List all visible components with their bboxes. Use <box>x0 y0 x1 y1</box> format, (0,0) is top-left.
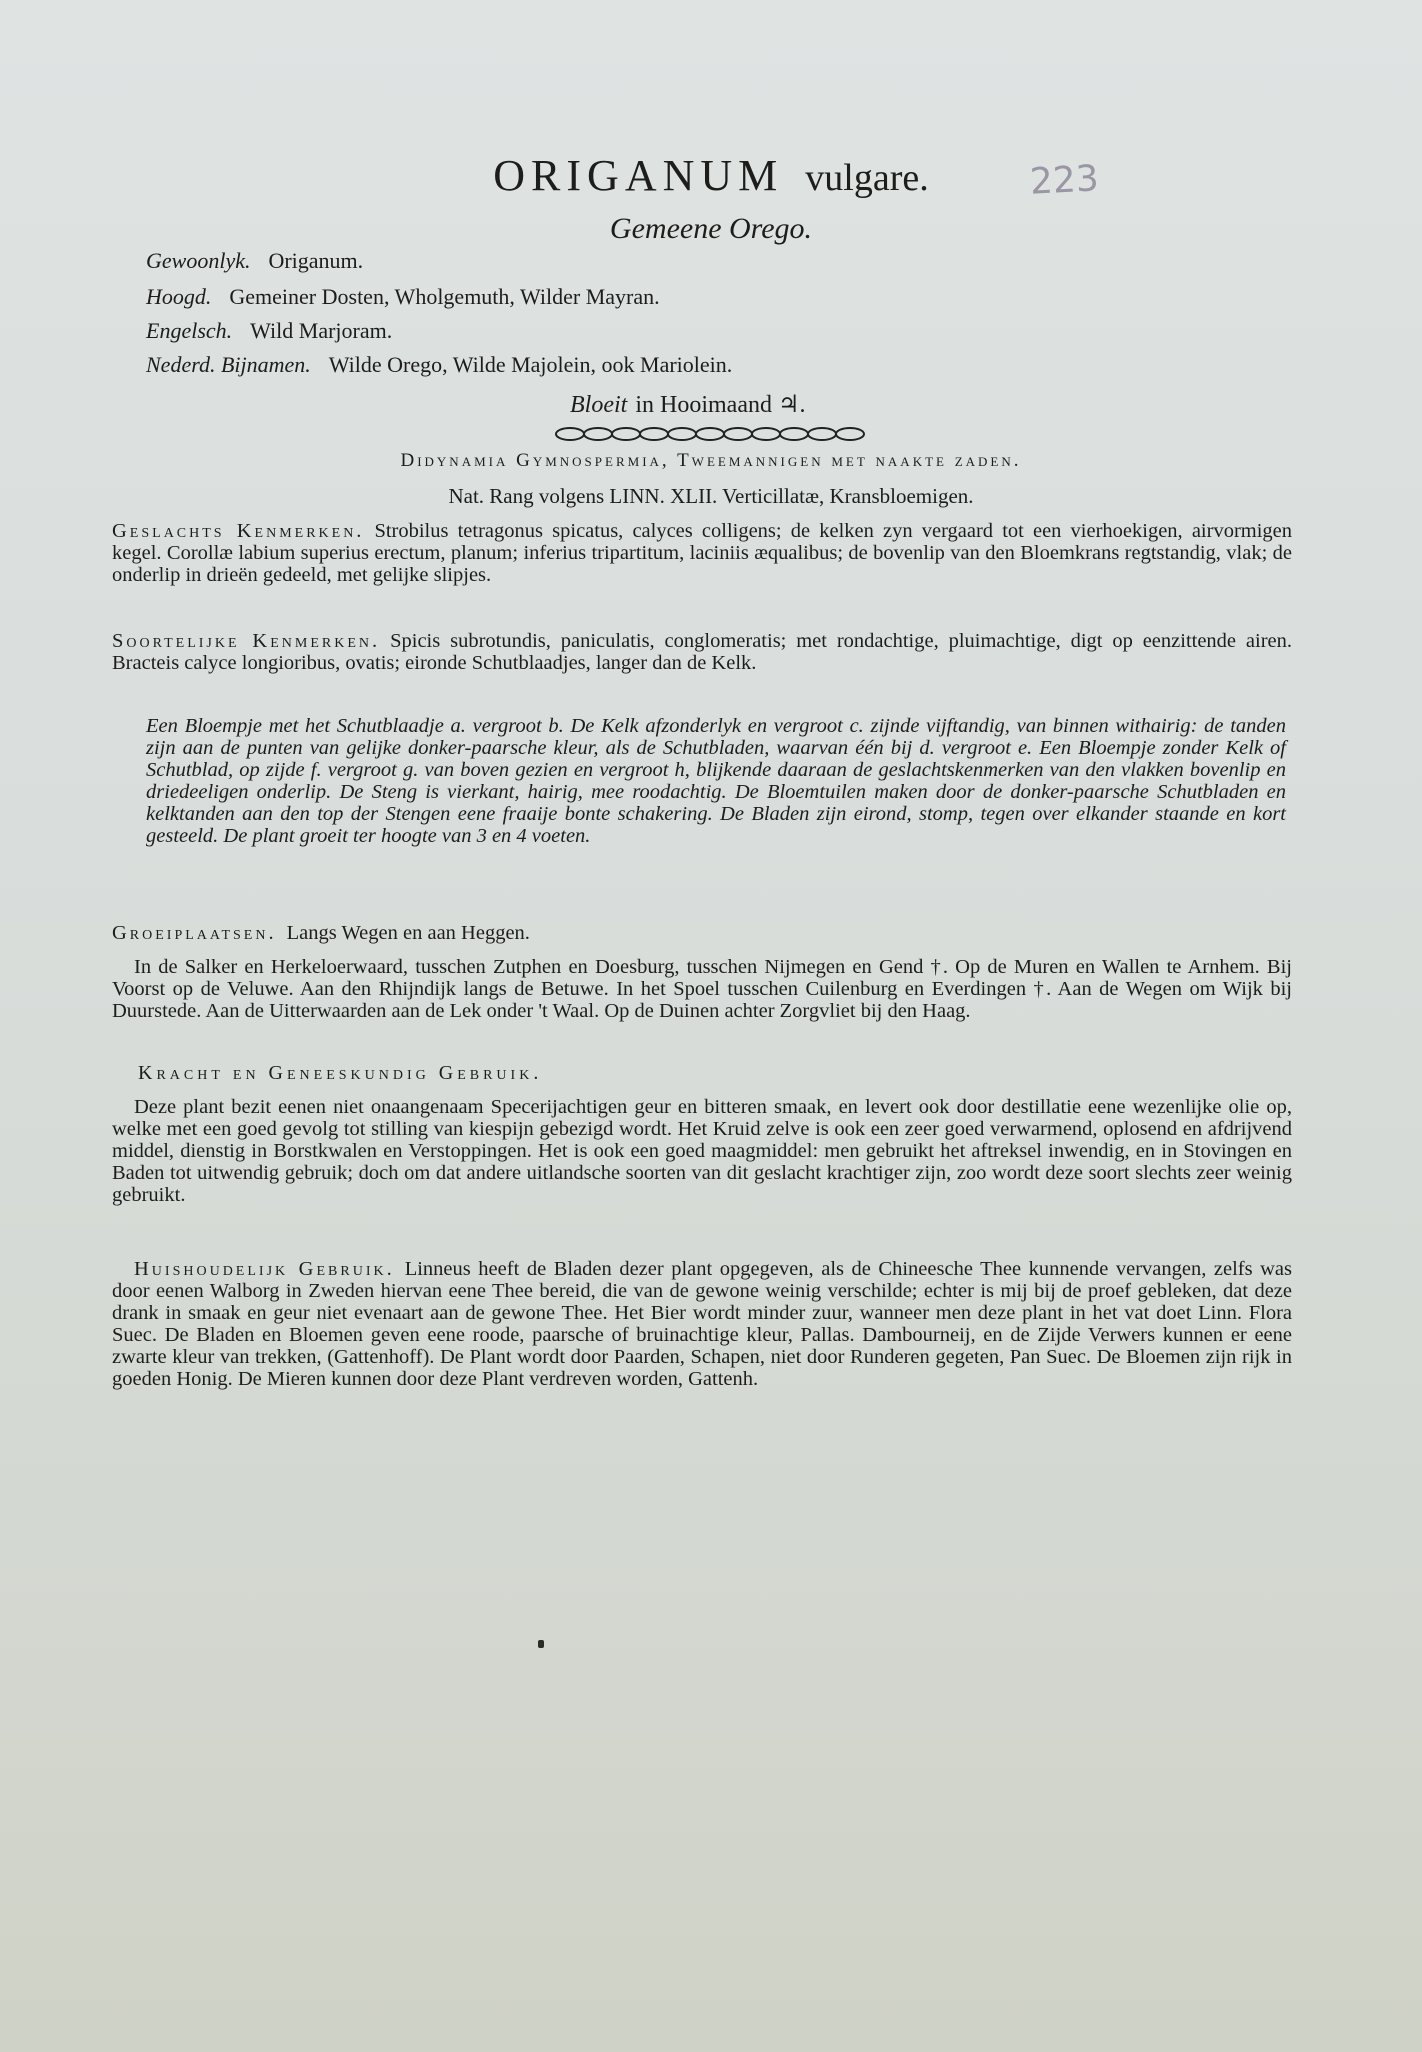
section-label: Huishoudelijk Gebruik. <box>134 1258 395 1280</box>
household-use <box>112 1258 1292 1390</box>
habitat-section <box>112 922 1292 944</box>
synonym-text: Wild Marjoram. <box>250 318 393 343</box>
synonym-label: Nederd. Bijnamen. <box>146 352 311 377</box>
synonym-label: Gewoonlyk. <box>146 248 251 273</box>
synonym-line <box>146 318 392 344</box>
synonym-text: Gemeiner Dosten, Wholgemuth, Wilder Mayran. <box>229 284 660 309</box>
synonym-line <box>146 248 363 274</box>
synonym-text: Origanum. <box>268 248 364 273</box>
synonym-label: Engelsch. <box>146 318 233 343</box>
dutch-name: Gemeene Orego. <box>609 212 813 245</box>
genus-characteristics <box>112 520 1292 586</box>
section-text: Spicis subrotundis, paniculatis, conglomeratis; met rondachtige, pluimachtige, digt op eenzittende airen. Bracteis calyce longioribus, ovatis; eironde Schutblaadjes, langer dan de Kelk. <box>112 630 1292 674</box>
species-characteristics <box>112 630 1292 674</box>
section-label: Groeiplaatsen. <box>112 922 277 944</box>
synonym-line <box>146 284 660 310</box>
classification-line: Didynamia Gymnospermia, Tweemannigen met naakte zaden. <box>400 450 1022 471</box>
flowering-label: Bloeit <box>570 392 628 418</box>
section-text: Langs Wegen en aan Heggen. <box>286 922 530 944</box>
synonym-line <box>146 352 732 378</box>
ornament-divider <box>552 422 882 446</box>
genus-name: ORIGANUM <box>493 151 784 200</box>
flowering-text: in Hooimaand ♃. <box>635 392 806 418</box>
synonym-label: Hoogd. <box>146 284 212 309</box>
habitat-locations: In de Salker en Herkeloerwaard, tusschen Zutphen en Doesburg, tusschen Nijmegen en Gend †. Op de Muren en Wallen te Arnhem. Bij Voorst op de Veluwe. Aan den Rhijndijk langs de Betuwe. In het Spoel tusschen Cuilenburg en Everdingen †. Aan de Wegen om Wijk bij Duurstede. Aan de Uitterwaarden aan de Lek onder 't Waal. Op de Duinen achter Zorgvliet bij den Haag. <box>112 956 1292 1022</box>
flowering-line <box>570 390 805 419</box>
section-label: Soortelijke Kenmerken. <box>112 630 381 652</box>
section-label: Geslachts Kenmerken. <box>112 520 365 542</box>
ink-speck <box>538 1640 544 1648</box>
handwritten-number: 223 <box>1028 158 1100 203</box>
medicinal-heading: Kracht en Geneeskundig Gebruik. <box>138 1062 543 1084</box>
natural-rank: Nat. Rang volgens LINN. XLII. Verticillatæ, Kransbloemigen. <box>448 484 974 508</box>
medicinal-text: Deze plant bezit eenen niet onaangenaam Specerijachtigen geur en bitteren smaak, en levert ook door destillatie eene wezenlijke olie op, welke met een goed gevolg tot stilling van kiespijn gebezigd wordt. Het Kruid zelve is ook een zeer goed verwarmend, oplosend en afdrijvend middel, dienstig in Borstkwalen en Verstoppingen. Het is ook een goed maagmiddel: men gebruikt het aftreksel inwendig, en in Stovingen en Baden tot uitwendig gebruik; doch om dat andere uitlandsche soorten van dit geslacht krachtiger zijn, zoo wordt deze soort slechts zeer weinig gebruikt. <box>112 1096 1292 1206</box>
species-name: vulgare. <box>805 157 929 199</box>
figure-description: Een Bloempje met het Schutblaadje a. vergroot b. De Kelk afzonderlyk en vergroot c. zijnde vijftandig, van binnen withairig: de tanden zijn aan de punten van gelijke donker-paarsche kleur, als de Schutbladen, waarvan één bij d. vergroot e. Een Bloempje zonder Kelk of Schutblad, op zijde f. vergroot g. van boven gezien en vergroot h, blijkende daaraan de geslachtskenmerken van den vlakken bovenlip en driedeeligen onderlip. De Steng is vierkant, hairig, mee roodachtig. De Bloemtuilen maken door de donker-paarsche Schutbladen en kelktanden aan den top der Stengen eene fraaije bonte schakering. De Bladen zijn eirond, stomp, tegen over elkander staande en kort gesteeld. De plant groeit ter hoogte van 3 en 4 voeten. <box>146 715 1286 847</box>
section-text: Strobilus tetragonus spicatus, calyces colligens; de kelken zyn vergaard tot een vierhoekigen, airvormigen kegel. Corollæ labium superius erectum, planum; inferius tripartitum, laciniis æqualibus; de bovenlip van den Bloemkrans regtstandig, vlak; de onderlip in drieën gedeeld, met gelijke slipjes. <box>112 520 1293 586</box>
page-title <box>0 150 1422 201</box>
section-text: Linneus heeft de Bladen dezer plant opgegeven, als de Chineesche Thee kunnende vervangen, zelfs was door eenen Walborg in Zweden hiervan eene Thee bereid, die van de gewone weinig verschilde; echter is mij bij de proef gebleken, dat deze drank in smaak en geur niet evenaart aan de gewone Thee. Het Bier wordt minder zuur, wanneer men deze plant in het vat doet Linn. Flora Suec. De Bladen en Bloemen geven eene roode, paarsche of bruinachtige kleur, Pallas. Dambourneij, en de Zijde Verwers kunnen er eene zwarte kleur van trekken, (Gattenhoff). De Plant wordt door Paarden, Schapen, niet door Runderen gegeten, Pan Suec. De Bloemen zijn rijk in goeden Honig. De Mieren kunnen door deze Plant verdreven worden, Gattenh. <box>112 1258 1293 1390</box>
synonym-text: Wilde Orego, Wilde Majolein, ook Mariolein. <box>328 352 733 377</box>
